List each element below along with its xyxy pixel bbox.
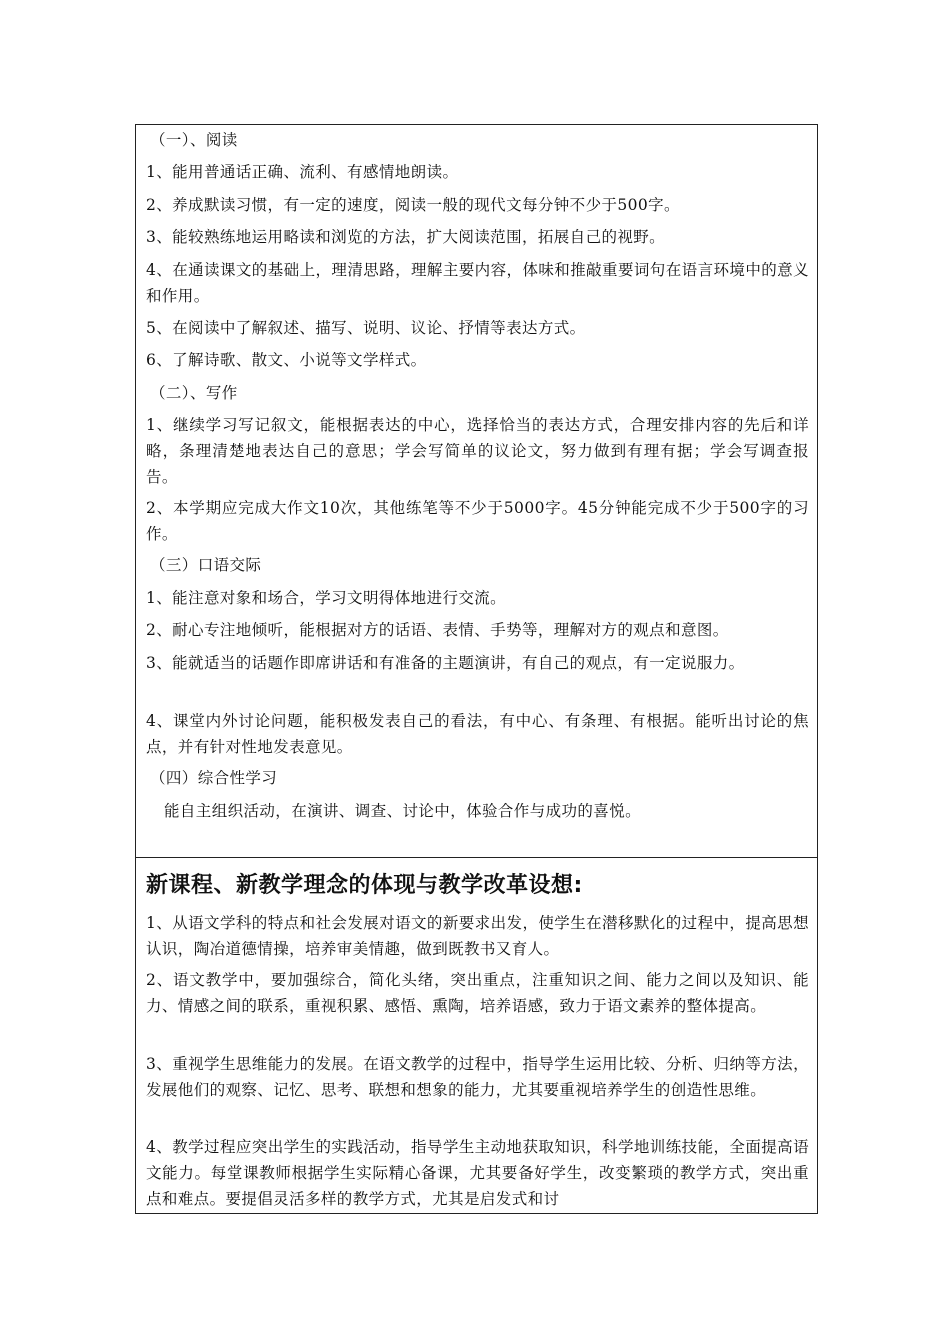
objectives-cell <box>136 125 817 858</box>
reading-item-4: 4、在通读课文的基础上，理清思路，理解主要内容，体味和推敲重要词句在语言环境中的意义和作用。 <box>146 261 809 305</box>
oral-item-3: 3、能就适当的话题作即席讲话和有准备的主题演讲，有自己的观点，有一定说服力。 <box>146 654 745 672</box>
oral-item-4: 4、课堂内外讨论问题，能积极发表自己的看法，有中心、有条理、有根据。能听出讨论的焦点，并有针对性地发表意见。 <box>146 712 809 756</box>
reading-item-5: 5、在阅读中了解叙述、描写、说明、议论、抒情等表达方式。 <box>146 319 586 337</box>
writing-heading: （二）、写作 <box>150 384 238 402</box>
writing-item-1: 1、继续学习写记叙文，能根据表达的中心，选择恰当的表达方式，合理安排内容的先后和详略，条理清楚地表达自己的意思；学会写简单的议论文，努力做到有理有据；学会写调查报告。 <box>146 416 809 486</box>
reform-heading: 新课程、新教学理念的体现与教学改革设想: <box>146 873 583 898</box>
writing-item-2: 2、本学期应完成大作文10次，其他练笔等不少于5000字。45分钟能完成不少于500字的习作。 <box>146 499 809 543</box>
reform-cell <box>136 858 817 1213</box>
oral-item-1: 1、能注意对象和场合，学习文明得体地进行交流。 <box>146 589 507 607</box>
reform-item-1: 1、从语文学科的特点和社会发展对语文的新要求出发，使学生在潜移默化的过程中，提高思想认识，陶冶道德情操，培养审美情趣，做到既教书又育人。 <box>146 914 809 958</box>
reading-item-3: 3、能较熟练地运用略读和浏览的方法，扩大阅读范围，拓展自己的视野。 <box>146 228 666 246</box>
reform-item-4: 4、教学过程应突出学生的实践活动，指导学生主动地获取知识，科学地训练技能，全面提高语文能力。每堂课教师根据学生实际精心备课，尤其要备好学生，改变繁琐的教学方式，突出重点和难点。要提倡灵活多样的教学方式，尤其是启发式和讨 <box>146 1138 809 1208</box>
reading-item-6: 6、了解诗歌、散文、小说等文学样式。 <box>146 351 427 369</box>
reading-heading: （一）、阅读 <box>150 131 238 149</box>
reading-item-1: 1、能用普通话正确、流利、有感情地朗读。 <box>146 163 459 181</box>
comprehensive-heading: （四）综合性学习 <box>150 769 278 787</box>
oral-heading: （三）口语交际 <box>150 556 262 574</box>
comprehensive-item-1: 能自主组织活动，在演讲、调查、讨论中，体验合作与成功的喜悦。 <box>164 802 642 820</box>
reform-item-3: 3、重视学生思维能力的发展。在语文教学的过程中，指导学生运用比较、分析、归纳等方法，发展他们的观察、记忆、思考、联想和想象的能力，尤其要重视培养学生的创造性思维。 <box>146 1055 809 1099</box>
reform-item-2: 2、语文教学中，要加强综合，简化头绪，突出重点，注重知识之间、能力之间以及知识、能力、情感之间的联系，重视积累、感悟、熏陶，培养语感，致力于语文素养的整体提高。 <box>146 971 809 1015</box>
oral-item-2: 2、耐心专注地倾听，能根据对方的话语、表情、手势等，理解对方的观点和意图。 <box>146 621 729 639</box>
reading-item-2: 2、养成默读习惯，有一定的速度，阅读一般的现代文每分钟不少于500字。 <box>146 196 680 214</box>
table-frame <box>135 124 818 1214</box>
